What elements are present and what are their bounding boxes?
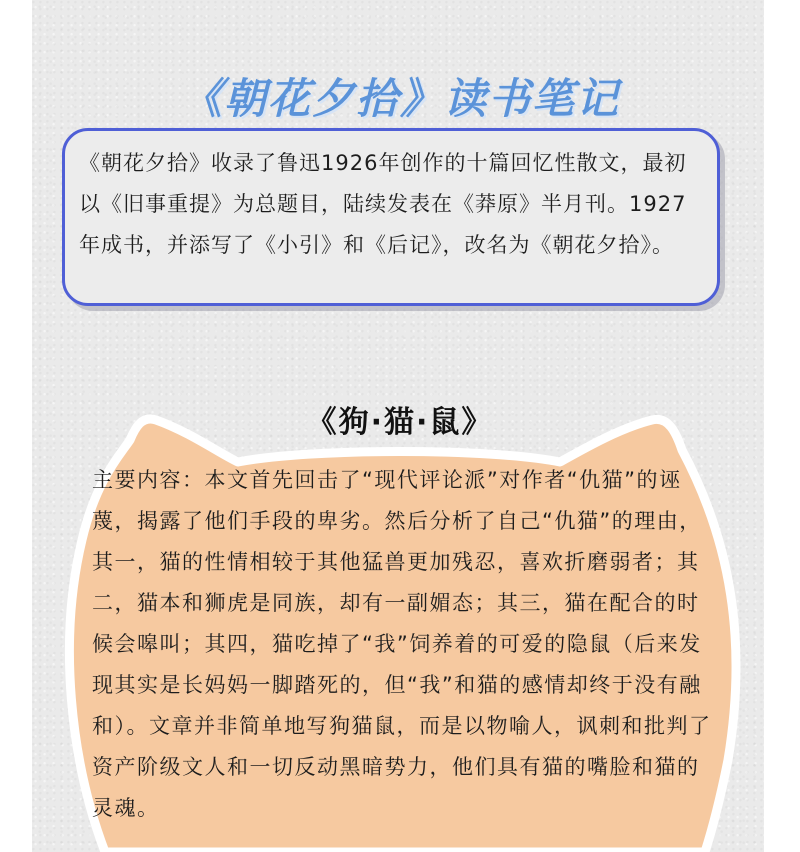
section-heading: 《狗·猫·鼠》 (306, 404, 494, 440)
intro-text: 《朝花夕拾》收录了鲁迅1926年创作的十篇回忆性散文，最初以《旧事重提》为总题目，陆续发表在《莽原》半月刊。1927年成书，并添写了《小引》和《后记》，改名为《朝花夕拾》。 (79, 151, 687, 257)
page-title: 《朝花夕拾》读书笔记 (179, 74, 620, 124)
section-content: 主要内容：本文首先回击了“现代评论派”对作者“仇猫”的诬蔑，揭露了他们手段的卑劣。然后分析了自己“仇猫”的理由，其一，猫的性情相较于其他猛兽更加残忍，喜欢折磨弱者；其二，猫本和狮虎是同族，却有一副媚态；其三，猫在配合的时候会嗥叫；其四，猫吃掉了“我”饲养着的可爱的隐鼠（后来发现其实是长妈妈一脚踏死的，但“我”和猫的感情却终于没有融和）。文章并非简单地写狗猫鼠，而是以物喻人，讽刺和批判了资产阶级文人和一切反动黑暗势力，他们具有猫的嘴脸和猫的灵魂。 (92, 468, 712, 820)
